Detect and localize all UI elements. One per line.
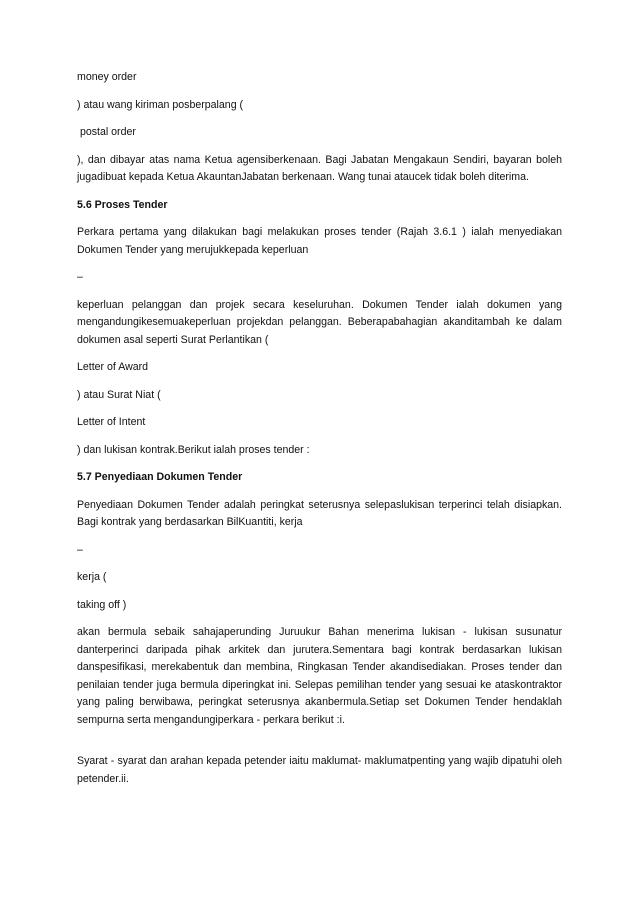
paragraph-lukisan-susunatur: akan bermula sebaik sahajaperunding Juruukur Bahan menerima lukisan - lukisan susunatur danterperinci daripada pihak arkitek dan jurutera.Sementara bagi kontrak berdasarkan lukisan danspesifikasi, merekabentuk dan membina, Ringkasan Tender akandisediakan. Proses tender dan penilaian tender juga bermula diperingkat ini. Selepas pemilihan tender yang sesuai ke ataskontraktor yang paling berwibawa, peringkat seterusnya akanbermula.Setiap set Dokumen Tender hendaklah sempurna serta mengandungiperkara - perkara berikut :i. (77, 626, 562, 726)
paragraph-proses-tender: Perkara pertama yang dilakukan bagi melakukan proses tender (Rajah 3.6.1 ) ialah menyediakan Dokumen Tender yang merujukkepada keperluan (77, 226, 562, 256)
dash-separator: – (77, 543, 83, 556)
paragraph-wang-kiriman: ) atau wang kiriman posberpalang ( (77, 98, 244, 111)
paragraph-postal-order: postal order (77, 126, 136, 138)
paragraph-kerja: kerja ( (77, 571, 107, 583)
paragraph-lukisan-kontrak: ) dan lukisan kontrak.Berikut ialah proses tender : (77, 443, 310, 456)
paragraph-letter-of-award: Letter of Award (77, 361, 149, 373)
paragraph-letter-of-intent: Letter of Intent (77, 416, 146, 428)
paragraph-taking-off: taking off ) (77, 598, 127, 611)
paragraph-keperluan: keperluan pelanggan dan projek secara keseluruhan. Dokumen Tender ialah dokumen yang mengandungikesemuakeperluan projekdan pelanggan. Beberapabahagian akanditambah ke dalam dokumen asal seperti Surat Perlantikan ( (77, 298, 562, 346)
section-heading-5-7: 5.7 Penyediaan Dokumen Tender (77, 471, 243, 483)
paragraph-syarat: Syarat - syarat dan arahan kepada petender iaitu maklumat- maklumatpenting yang wajib dipatuhi oleh petender.ii. (77, 755, 562, 785)
section-heading-5-6: 5.6 Proses Tender (77, 198, 168, 211)
paragraph-gap (77, 739, 562, 753)
dash-separator: – (77, 271, 83, 283)
paragraph-penyediaan: Penyediaan Dokumen Tender adalah peringkat seterusnya selepaslukisan terperinci telah disiapkan. Bagi kontrak yang berdasarkan BilKuantiti, kerja (77, 498, 562, 528)
paragraph-surat-niat: ) atau Surat Niat ( (77, 388, 161, 401)
paragraph-money-order: money order (77, 71, 137, 83)
document-body (77, 69, 562, 798)
paragraph-bayaran: ), dan dibayar atas nama Ketua agensiberkenaan. Bagi Jabatan Mengakaun Sendiri, bayaran boleh jugadibuat kepada Ketua AkauntanJabatan berkenaan. Wang tunai ataucek tidak boleh diterima. (77, 153, 562, 183)
